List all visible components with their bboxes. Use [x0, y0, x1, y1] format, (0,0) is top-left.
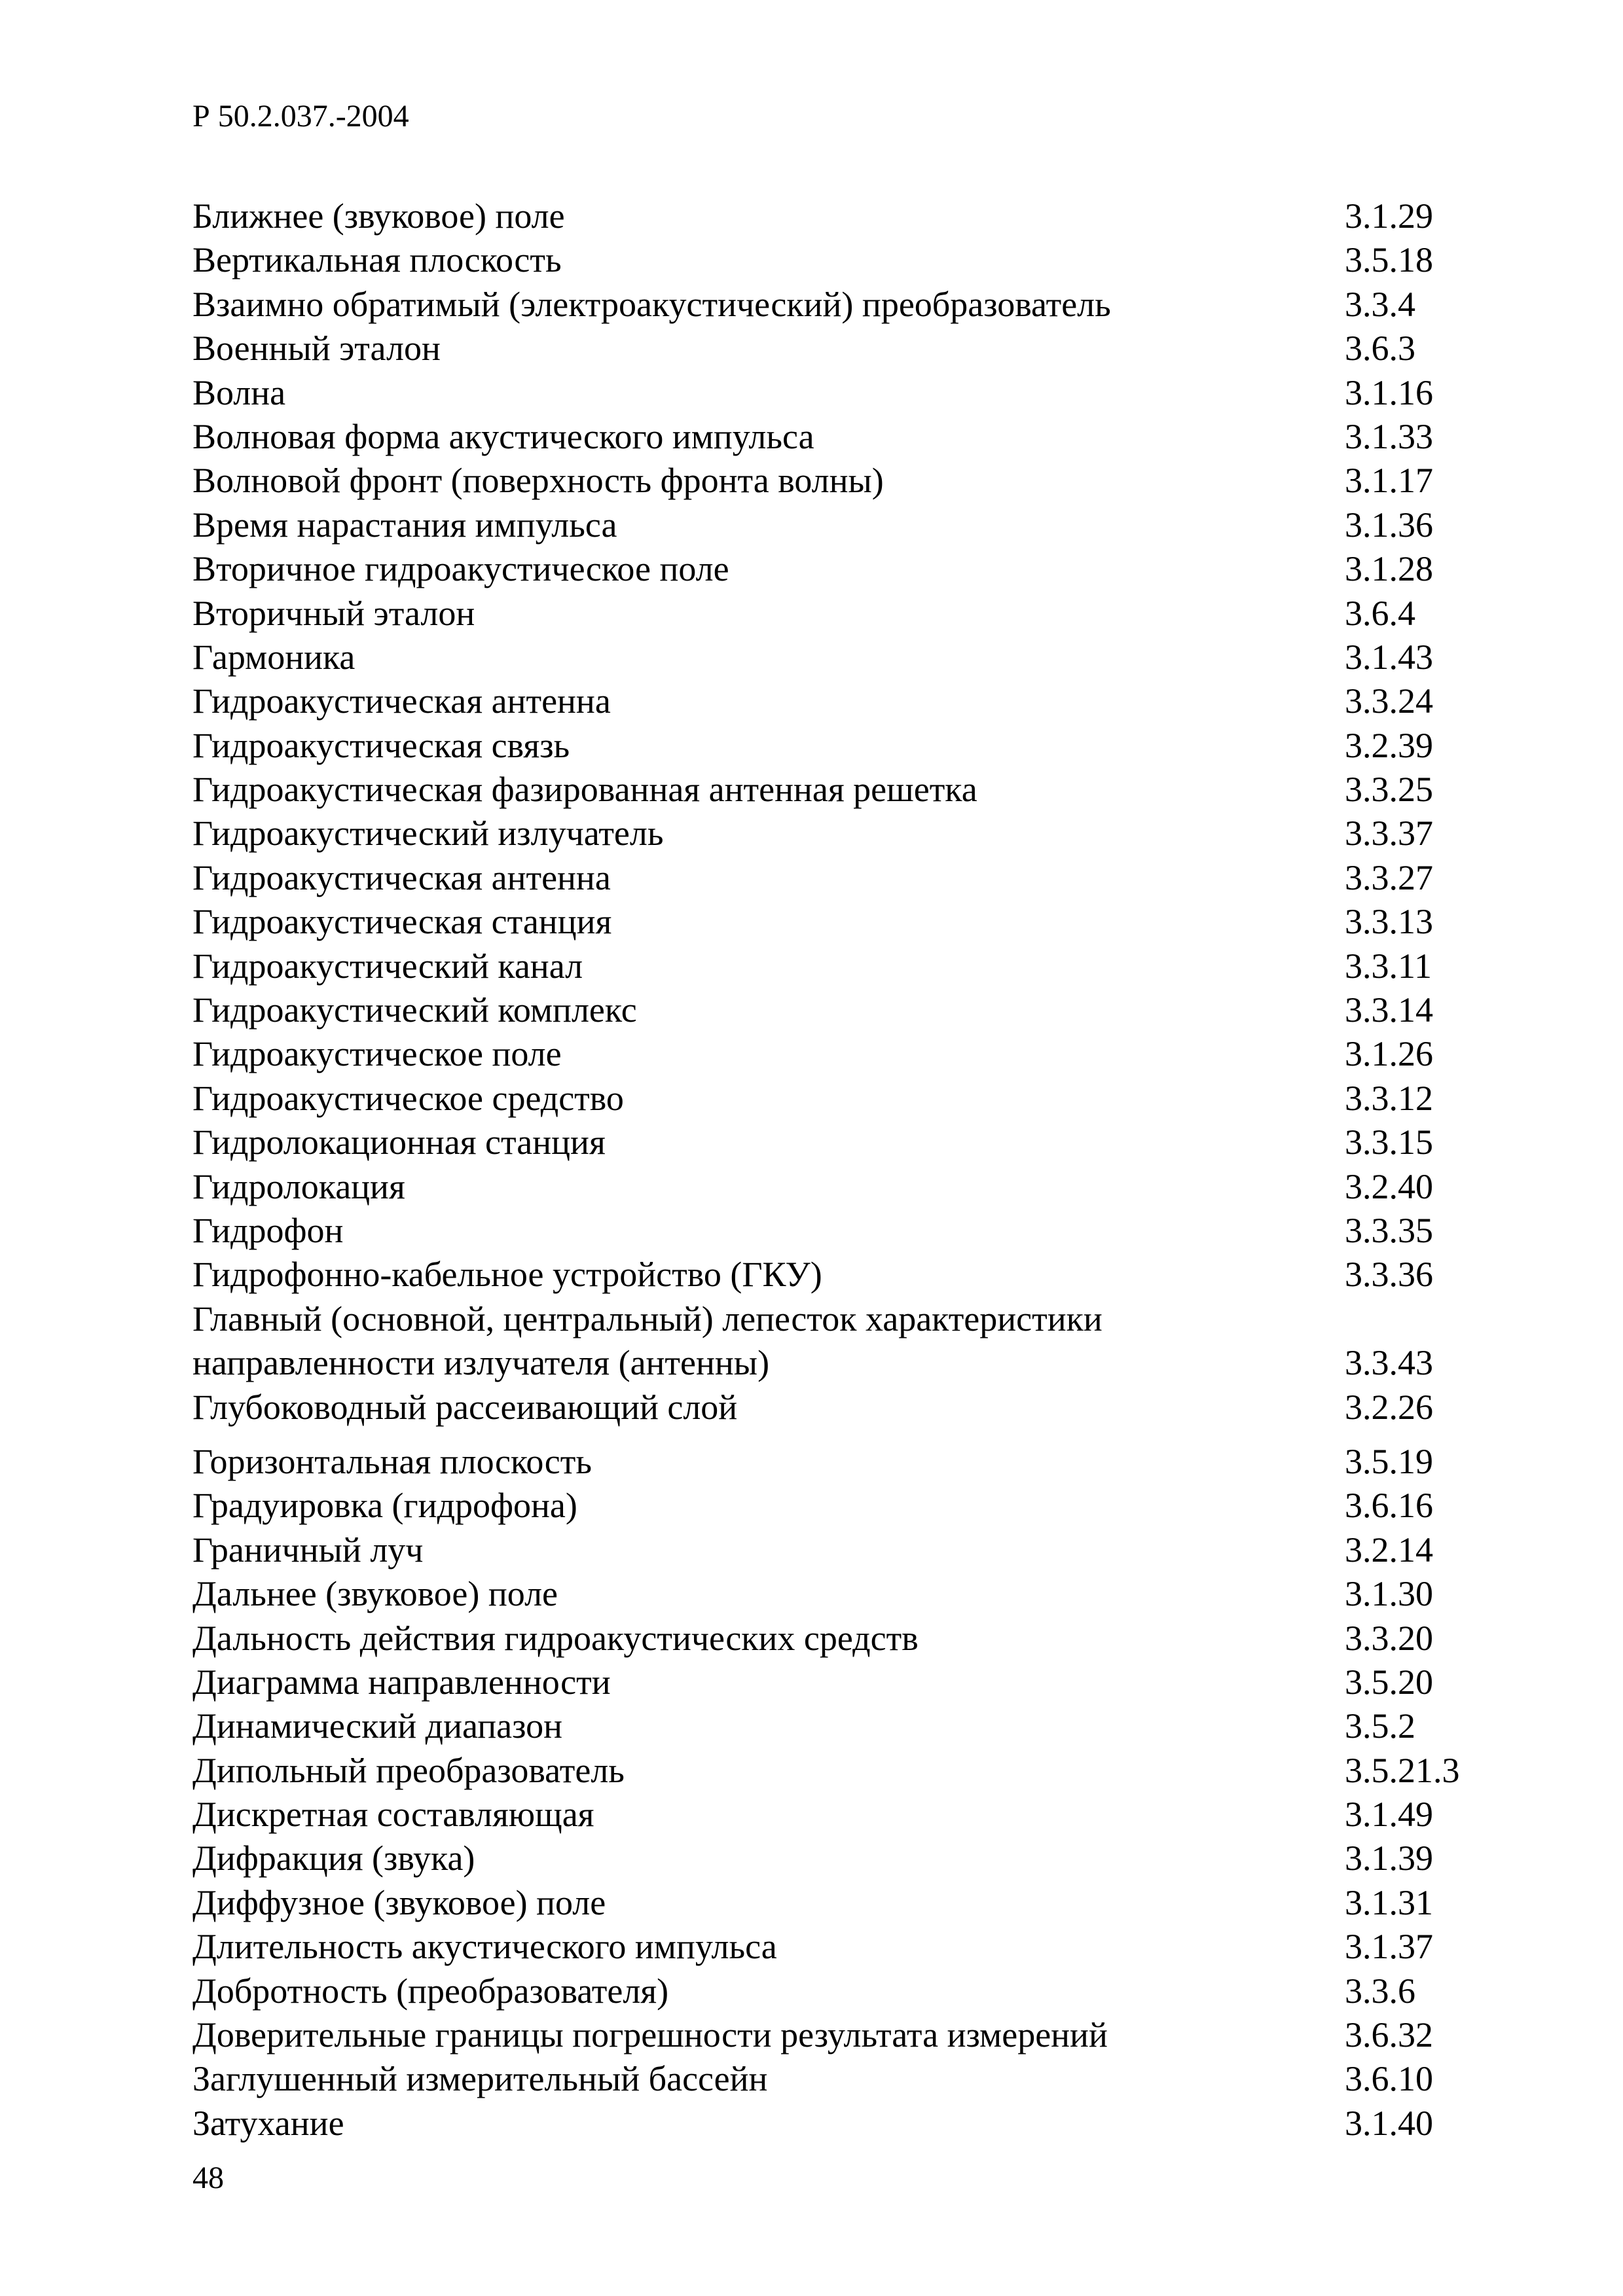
index-entry	[192, 1440, 1502, 1484]
entry-term: Главный (основной, центральный) лепесток характеристики направленности излучателя (антенны)	[192, 1299, 1103, 1383]
index-entry	[192, 2102, 1502, 2145]
index-entry	[192, 1386, 1502, 1429]
index-entry	[192, 1660, 1502, 1704]
entry-ref: 3.1.40	[1345, 2103, 1433, 2143]
index-entry	[192, 1617, 1502, 1660]
index-entry	[192, 1704, 1502, 1748]
entry-ref: 3.2.39	[1345, 725, 1433, 765]
entry-ref: 3.3.27	[1345, 857, 1433, 897]
index-entry	[192, 1165, 1502, 1209]
index-entry	[192, 944, 1502, 988]
entry-term: Дипольный преобразователь	[192, 1750, 625, 1790]
entry-ref: 3.1.39	[1345, 1839, 1433, 1878]
entry-ref: 3.6.3	[1345, 329, 1415, 368]
entry-term: Заглушенный измерительный бассейн	[192, 2059, 768, 2099]
entry-term: Гидрофон	[192, 1210, 344, 1250]
entry-ref: 3.3.13	[1345, 902, 1433, 942]
entry-ref: 3.3.35	[1345, 1210, 1433, 1250]
index-entry	[192, 283, 1502, 327]
index-entry	[192, 812, 1502, 855]
index-entry	[192, 238, 1502, 282]
index-entry	[192, 2013, 1502, 2057]
entry-term: Глубоководный рассеивающий слой	[192, 1387, 738, 1427]
entry-term: Затухание	[192, 2103, 344, 2143]
entry-term: Градуировка (гидрофона)	[192, 1486, 577, 1526]
entry-ref: 3.5.2	[1345, 1706, 1415, 1746]
entry-term: Граничный луч	[192, 1530, 424, 1570]
entry-term: Гидроакустическая связь	[192, 725, 570, 765]
entry-ref: 3.1.28	[1345, 549, 1433, 589]
entry-term: Диффузное (звуковое) поле	[192, 1882, 606, 1922]
entry-term: Добротность (преобразователя)	[192, 1971, 669, 2011]
entry-ref: 3.6.16	[1345, 1486, 1433, 1526]
entry-ref: 3.1.17	[1345, 461, 1433, 501]
entry-ref: 3.3.14	[1345, 990, 1433, 1030]
entry-term: Гидрофонно-кабельное устройство (ГКУ)	[192, 1255, 822, 1295]
entry-term: Гидроакустический комплекс	[192, 990, 637, 1030]
entry-term: Волна	[192, 372, 286, 412]
index-entry	[192, 415, 1502, 459]
index-entry	[192, 988, 1502, 1032]
entry-term: Дальность действия гидроакустических средств	[192, 1618, 919, 1658]
entry-ref: 3.1.43	[1345, 637, 1433, 677]
index-entry	[192, 547, 1502, 591]
entry-ref: 3.1.29	[1345, 196, 1433, 236]
entry-term: Гидроакустическая антенна	[192, 681, 611, 721]
entry-term: Дифракция (звука)	[192, 1839, 475, 1878]
index-entry	[192, 636, 1502, 679]
entry-ref: 3.1.49	[1345, 1795, 1433, 1835]
entry-term: Гидроакустическое средство	[192, 1078, 624, 1118]
entry-term: Гидроакустическая станция	[192, 902, 612, 942]
entry-term: Ближнее (звуковое) поле	[192, 196, 565, 236]
term-index-list	[192, 194, 1502, 2145]
index-entry	[192, 679, 1502, 723]
entry-term: Дискретная составляющая	[192, 1795, 594, 1835]
entry-term: Гидроакустический излучатель	[192, 814, 664, 853]
entry-term: Вертикальная плоскость	[192, 240, 562, 280]
entry-ref: 3.2.40	[1345, 1166, 1433, 1206]
entry-ref: 3.1.26	[1345, 1034, 1433, 1074]
index-entry	[192, 1077, 1502, 1121]
index-entry	[192, 1969, 1502, 2013]
entry-term: Гидролокация	[192, 1166, 405, 1206]
index-entry	[192, 724, 1502, 768]
entry-term: Взаимно обратимый (электроакустический) преобразователь	[192, 284, 1111, 324]
entry-ref: 3.5.20	[1345, 1662, 1433, 1702]
index-entry	[192, 327, 1502, 370]
index-entry	[192, 1881, 1502, 1925]
entry-ref: 3.3.20	[1345, 1618, 1433, 1658]
entry-ref: 3.5.19	[1345, 1441, 1433, 1481]
entry-ref: 3.6.4	[1345, 593, 1415, 633]
entry-term: Гармоника	[192, 637, 356, 677]
entry-ref: 3.6.32	[1345, 2015, 1433, 2055]
index-entry	[192, 1925, 1502, 1969]
entry-term: Диаграмма направленности	[192, 1662, 611, 1702]
index-entry	[192, 1253, 1502, 1297]
entry-ref: 3.3.36	[1345, 1255, 1433, 1295]
entry-ref: 3.3.24	[1345, 681, 1433, 721]
entry-ref: 3.3.15	[1345, 1122, 1433, 1162]
entry-term: Динамический диапазон	[192, 1706, 563, 1746]
entry-term: Гидроакустический канал	[192, 946, 583, 986]
entry-ref: 3.3.43	[1345, 1343, 1433, 1383]
index-entry	[192, 1209, 1502, 1253]
index-entry	[192, 503, 1502, 547]
entry-term: Вторичный эталон	[192, 593, 475, 633]
entry-ref: 3.1.36	[1345, 505, 1433, 545]
entry-ref: 3.2.26	[1345, 1387, 1433, 1427]
entry-term: Вторичное гидроакустическое поле	[192, 549, 729, 589]
index-entry	[192, 1032, 1502, 1076]
entry-term: Гидролокационная станция	[192, 1122, 606, 1162]
entry-ref: 3.3.4	[1345, 284, 1415, 324]
index-entry	[192, 592, 1502, 636]
entry-ref: 3.1.16	[1345, 372, 1433, 412]
index-entry	[192, 1121, 1502, 1164]
entry-ref: 3.2.14	[1345, 1530, 1433, 1570]
entry-term: Длительность акустического импульса	[192, 1927, 777, 1967]
index-entry	[192, 371, 1502, 415]
index-entry	[192, 1528, 1502, 1572]
entry-ref: 3.1.33	[1345, 416, 1433, 456]
entry-ref: 3.5.21.3	[1345, 1750, 1460, 1790]
index-entry	[192, 2057, 1502, 2101]
index-entry	[192, 900, 1502, 944]
entry-ref: 3.3.37	[1345, 814, 1433, 853]
index-entry	[192, 1837, 1502, 1880]
entry-term: Горизонтальная плоскость	[192, 1441, 592, 1481]
entry-ref: 3.3.11	[1345, 946, 1432, 986]
page-number: 48	[192, 2161, 224, 2195]
index-entry	[192, 1484, 1502, 1528]
entry-term: Волновой фронт (поверхность фронта волны)	[192, 461, 884, 501]
entry-ref: 3.3.12	[1345, 1078, 1433, 1118]
entry-term: Доверительные границы погрешности результата измерений	[192, 2015, 1108, 2055]
entry-term: Дальнее (звуковое) поле	[192, 1574, 558, 1614]
entry-ref: 3.5.18	[1345, 240, 1433, 280]
entry-term: Гидроакустическое поле	[192, 1034, 562, 1074]
entry-ref: 3.3.25	[1345, 770, 1433, 810]
entry-term: Гидроакустическая фазированная антенная решетка	[192, 770, 977, 810]
entry-ref: 3.1.30	[1345, 1574, 1433, 1614]
index-entry	[192, 459, 1502, 503]
index-entry	[192, 1793, 1502, 1837]
index-entry	[192, 768, 1502, 812]
index-entry	[192, 1297, 1502, 1386]
entry-term: Гидроакустическая антенна	[192, 857, 611, 897]
index-entry	[192, 1749, 1502, 1793]
entry-term: Время нарастания импульса	[192, 505, 617, 545]
index-entry	[192, 856, 1502, 900]
index-entry	[192, 1572, 1502, 1616]
entry-ref: 3.1.37	[1345, 1927, 1433, 1967]
entry-ref: 3.3.6	[1345, 1971, 1415, 2011]
entry-term: Волновая форма акустического импульса	[192, 416, 814, 456]
entry-ref: 3.1.31	[1345, 1882, 1433, 1922]
entry-ref: 3.6.10	[1345, 2059, 1433, 2099]
document-code: Р 50.2.037.-2004	[192, 99, 409, 134]
entry-term: Военный эталон	[192, 329, 441, 368]
index-entry	[192, 194, 1502, 238]
